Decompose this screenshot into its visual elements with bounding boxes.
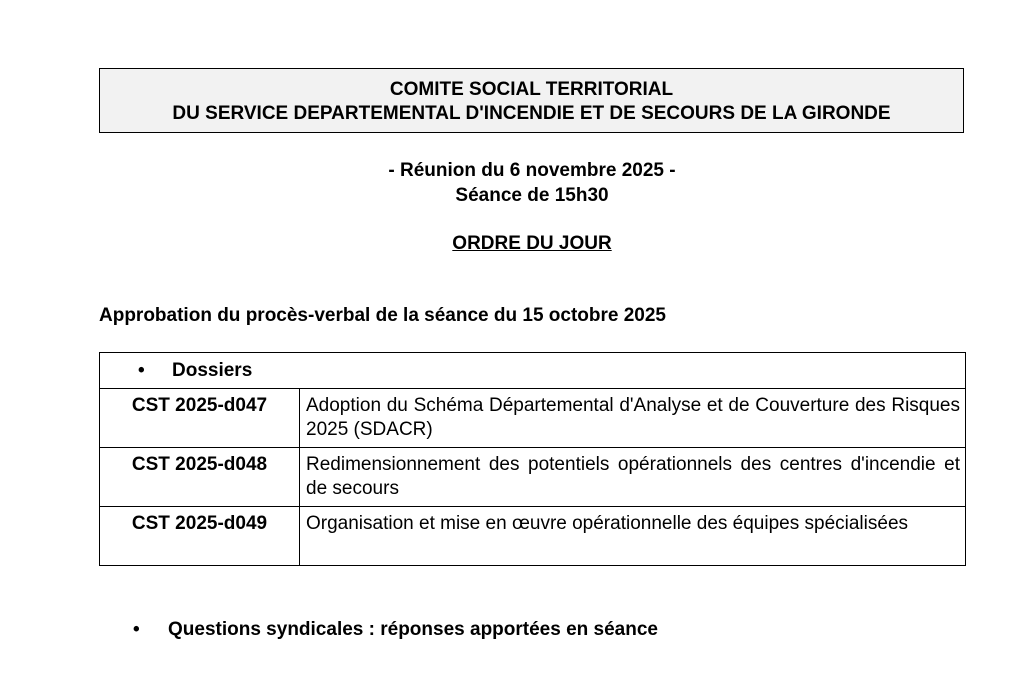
agenda-title-text: ORDRE DU JOUR — [452, 233, 612, 254]
dossier-code: CST 2025-d049 — [100, 507, 300, 566]
dossier-description: Adoption du Schéma Départemental d'Analyse et de Couverture des Risques 2025 (SDACR) — [300, 389, 966, 448]
meeting-info — [0, 158, 1028, 208]
table-row — [100, 448, 966, 507]
dossier-description: Redimensionnement des potentiels opérationnels des centres d'incendie et de secours — [300, 448, 966, 507]
committee-header — [99, 68, 964, 133]
header-line-2: DU SERVICE DEPARTEMENTAL D'INCENDIE ET DE SECOURS DE LA GIRONDE — [172, 103, 891, 124]
bullet-icon: • — [138, 360, 145, 381]
dossier-description: Organisation et mise en œuvre opérationnelle des équipes spécialisées — [300, 507, 966, 566]
meeting-date: - Réunion du 6 novembre 2025 - — [388, 160, 676, 181]
bullet-icon: • — [133, 619, 140, 640]
minutes-approval: Approbation du procès-verbal de la séance du 15 octobre 2025 — [99, 305, 667, 326]
meeting-session: Séance de 15h30 — [455, 185, 609, 206]
table-row — [100, 507, 966, 566]
dossier-code: CST 2025-d047 — [100, 389, 300, 448]
dossiers-heading-cell — [100, 353, 966, 389]
table-row — [100, 389, 966, 448]
union-questions-text: Questions syndicales : réponses apportées en séance — [168, 619, 658, 640]
dossiers-heading: Dossiers — [172, 360, 253, 381]
dossier-code: CST 2025-d048 — [100, 448, 300, 507]
dossiers-heading-row — [100, 353, 966, 389]
header-line-1: COMITE SOCIAL TERRITORIAL — [389, 79, 674, 100]
union-questions — [133, 617, 658, 642]
dossiers-table — [99, 352, 966, 566]
agenda-title — [0, 231, 1028, 256]
